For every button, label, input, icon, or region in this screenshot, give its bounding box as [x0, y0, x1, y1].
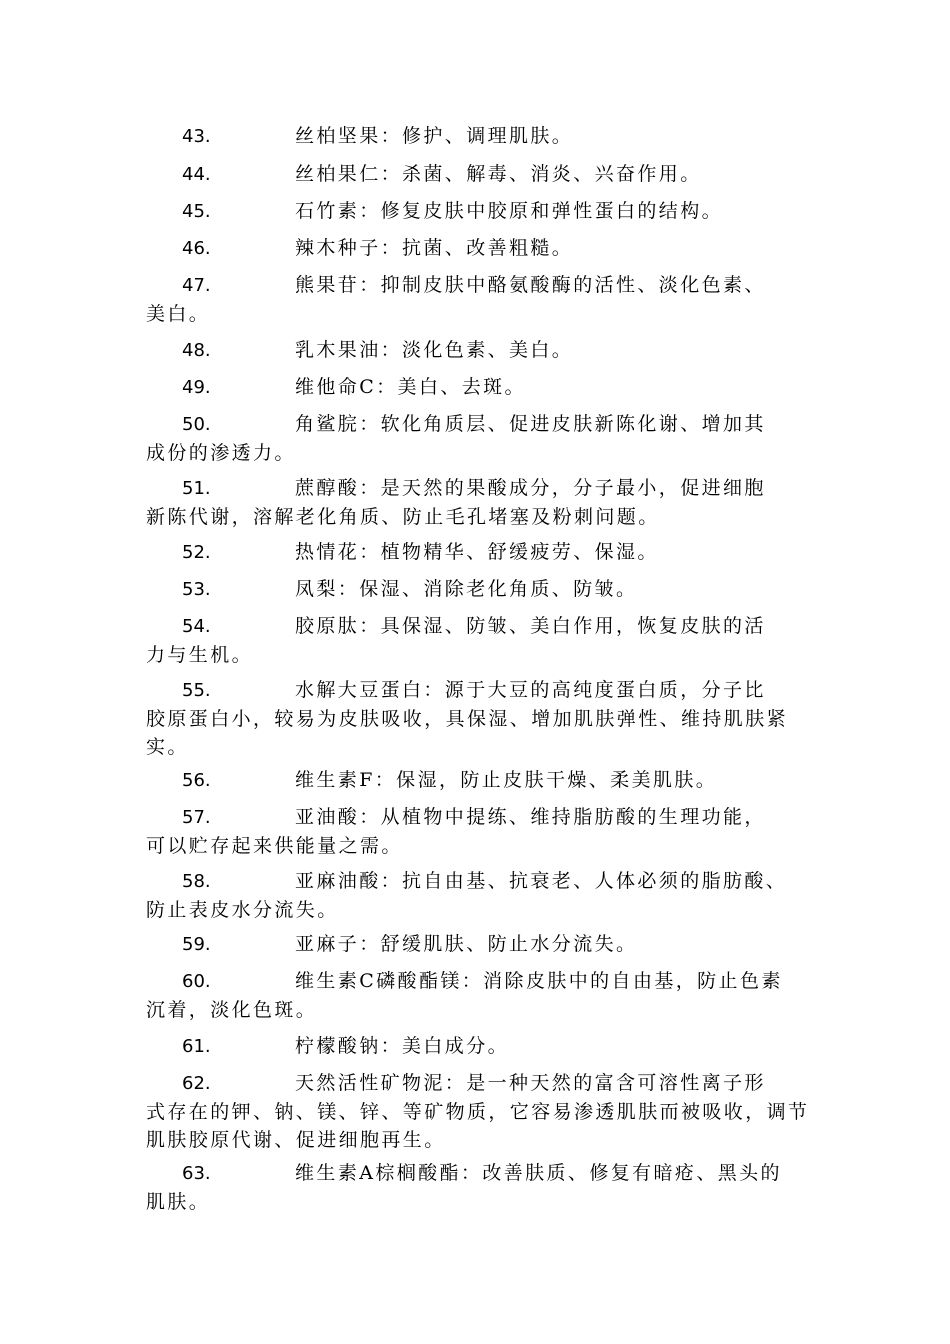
item-number: 58.: [182, 871, 211, 892]
item-text: 水解大豆蛋白：源于大豆的高纯度蛋白质，分子比: [295, 679, 766, 701]
item-number: 46.: [182, 238, 211, 259]
item-text-continued: 新陈代谢，溶解老化角质、防止毛孔堵塞及粉刺问题。: [146, 506, 660, 528]
item-number: 54.: [182, 616, 211, 637]
list-item: [146, 766, 810, 795]
item-text: 天然活性矿物泥：是一种天然的富含可溶性离子形: [295, 1072, 766, 1094]
list-item: [146, 197, 810, 226]
item-number: 63.: [182, 1163, 211, 1184]
item-text: 柠檬酸钠：美白成分。: [295, 1035, 510, 1057]
list-item: [146, 122, 810, 151]
list-item: [146, 1069, 810, 1154]
item-text: 丝柏坚果：修护、调理肌肤。: [295, 125, 574, 147]
list-item: [146, 967, 810, 1024]
item-text-continued: 防止表皮水分流失。: [146, 899, 339, 921]
item-number: 57.: [182, 807, 211, 828]
item-text-continued: 可以贮存起来供能量之需。: [146, 835, 403, 857]
item-number: 52.: [182, 542, 211, 563]
item-text: 维生素C磷酸酯镁：消除皮肤中的自由基，防止色素: [295, 970, 783, 992]
item-number: 61.: [182, 1036, 211, 1057]
item-number: 53.: [182, 579, 211, 600]
item-text: 胶原肽：具保湿、防皱、美白作用，恢复皮肤的活: [295, 615, 766, 637]
list-item: [146, 803, 810, 860]
list-item: [146, 271, 810, 328]
item-text: 维他命C：美白、去斑。: [295, 376, 526, 398]
item-text-continued: 成份的渗透力。: [146, 442, 296, 464]
item-text-continued: 式存在的钾、钠、镁、锌、等矿物质，它容易渗透肌肤而被吸收，调节肌肤胶原代谢、促进细胞再生。: [146, 1101, 810, 1151]
list-item: [146, 474, 810, 531]
item-number: 60.: [182, 971, 211, 992]
item-text-continued: 肌肤。: [146, 1191, 211, 1213]
item-text: 凤梨：保湿、消除老化角质、防皱。: [295, 578, 638, 600]
item-text-continued: 胶原蛋白小，较易为皮肤吸收，具保湿、增加肌肤弹性、维持肌肤紧实。: [146, 708, 789, 758]
item-number: 48.: [182, 340, 211, 361]
item-text: 热情花：植物精华、舒缓疲劳、保湿。: [295, 541, 659, 563]
item-number: 55.: [182, 680, 211, 701]
item-number: 43.: [182, 126, 211, 147]
item-number: 59.: [182, 934, 211, 955]
list-item: [146, 612, 810, 669]
item-text: 石竹素：修复皮肤中胶原和弹性蛋白的结构。: [295, 200, 724, 222]
item-text: 亚麻油酸：抗自由基、抗衰老、人体必须的脂肪酸、: [295, 870, 788, 892]
item-text: 乳木果油：淡化色素、美白。: [295, 339, 574, 361]
item-text-continued: 美白。: [146, 303, 211, 325]
list-item: [146, 410, 810, 467]
list-item: [146, 575, 810, 604]
item-number: 44.: [182, 164, 211, 185]
item-text: 维生素A棕榈酸酯：改善肤质、修复有暗疮、黑头的: [295, 1162, 782, 1184]
item-number: 62.: [182, 1073, 211, 1094]
list-item: [146, 234, 810, 263]
list-item: [146, 930, 810, 959]
item-text-continued: 沉着，淡化色斑。: [146, 999, 318, 1021]
item-text: 蔗醇酸：是天然的果酸成分，分子最小，促进细胞: [295, 477, 766, 499]
item-number: 45.: [182, 201, 211, 222]
item-number: 49.: [182, 377, 211, 398]
list-item: [146, 538, 810, 567]
list-item: [146, 160, 810, 189]
item-text: 熊果苷：抑制皮肤中酪氨酸酶的活性、淡化色素、: [295, 274, 766, 296]
list-item: [146, 676, 810, 761]
item-text: 亚油酸：从植物中提练、维持脂肪酸的生理功能，: [295, 806, 766, 828]
item-number: 47.: [182, 275, 211, 296]
list-item: [146, 336, 810, 365]
item-text: 角鲨脘：软化角质层、促进皮肤新陈化谢、增加其: [295, 413, 766, 435]
item-number: 56.: [182, 770, 211, 791]
item-text: 丝柏果仁：杀菌、解毒、消炎、兴奋作用。: [295, 163, 702, 185]
item-text-continued: 力与生机。: [146, 644, 254, 666]
item-text: 亚麻子：舒缓肌肤、防止水分流失。: [295, 933, 638, 955]
item-text: 辣木种子：抗菌、改善粗糙。: [295, 237, 574, 259]
item-number: 51.: [182, 478, 211, 499]
list-item: [146, 1159, 810, 1216]
list-item: [146, 867, 810, 924]
item-text: 维生素F：保湿，防止皮肤干燥、柔美肌肤。: [295, 769, 718, 791]
item-number: 50.: [182, 414, 211, 435]
list-item: [146, 1032, 810, 1061]
list-item: [146, 373, 810, 402]
